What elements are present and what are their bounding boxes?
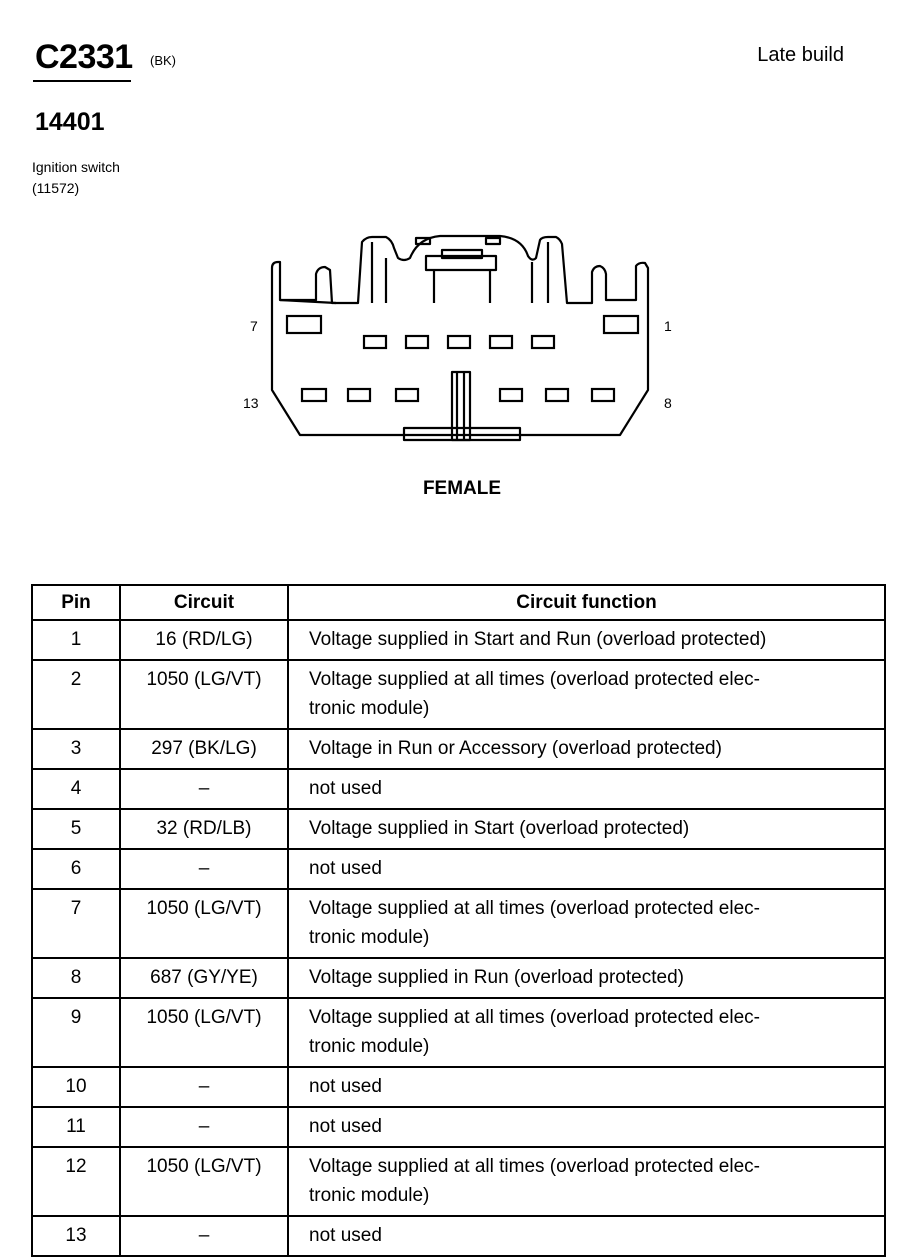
- circuit-code: –: [120, 849, 288, 889]
- pin-label-13: 13: [243, 395, 259, 411]
- cavity-1: [604, 316, 638, 333]
- circuit-code: –: [120, 1107, 288, 1147]
- cavity-12: [348, 389, 370, 401]
- connector-gender: FEMALE: [422, 478, 502, 499]
- table-row: [32, 769, 885, 809]
- circuit-code: –: [120, 769, 288, 809]
- pin-number: 5: [32, 809, 120, 849]
- header-circuit: Circuit: [120, 585, 288, 620]
- circuit-function: [288, 660, 885, 729]
- pin-number: 11: [32, 1107, 120, 1147]
- circuit-function-text-cont: tronic module): [309, 698, 430, 719]
- circuit-function-text: not used: [309, 778, 382, 799]
- circuit-function-text: not used: [309, 1076, 382, 1097]
- pin-label-7: 7: [250, 318, 258, 334]
- circuit-code: 687 (GY/YE): [120, 958, 288, 998]
- circuit-code: 1050 (LG/VT): [120, 1147, 288, 1216]
- part-number: 14401: [35, 108, 105, 136]
- circuit-code: 32 (RD/LB): [120, 809, 288, 849]
- circuit-code: 16 (RD/LG): [120, 620, 288, 660]
- header-circuit-function: Circuit function: [288, 585, 885, 620]
- cavity-11: [396, 389, 418, 401]
- circuit-function-text: Voltage supplied at all times (overload protected elec-: [309, 1156, 760, 1177]
- pin-label-1: 1: [664, 318, 672, 334]
- cavity-4: [448, 336, 470, 348]
- pin-number: 3: [32, 729, 120, 769]
- circuit-function: [288, 958, 885, 998]
- pin-number: 10: [32, 1067, 120, 1107]
- table-row: [32, 889, 885, 958]
- pin-number: 7: [32, 889, 120, 958]
- circuit-code: 1050 (LG/VT): [120, 998, 288, 1067]
- build-note: Late build: [757, 44, 844, 66]
- cavity-2: [532, 336, 554, 348]
- circuit-function: [288, 889, 885, 958]
- table-header-row: [32, 585, 885, 620]
- circuit-function: [288, 998, 885, 1067]
- color-code: (BK): [150, 53, 176, 68]
- table-row: [32, 809, 885, 849]
- circuit-function-text-cont: tronic module): [309, 1185, 430, 1206]
- circuit-function: [288, 849, 885, 889]
- circuit-function-text: not used: [309, 1225, 382, 1246]
- circuit-function: [288, 1107, 885, 1147]
- circuit-function-text: Voltage supplied in Start and Run (overload protected): [309, 629, 767, 650]
- circuit-function: [288, 1067, 885, 1107]
- cavity-9: [546, 389, 568, 401]
- table-row: [32, 998, 885, 1067]
- cavity-10: [500, 389, 522, 401]
- circuit-function: [288, 620, 885, 660]
- table-row: [32, 1147, 885, 1216]
- component-ref: (11572): [32, 180, 80, 196]
- pin-number: 4: [32, 769, 120, 809]
- connector-face-diagram: [230, 228, 690, 453]
- circuit-function-text: Voltage supplied at all times (overload protected elec-: [309, 1007, 760, 1028]
- pin-label-8: 8: [664, 395, 672, 411]
- connector-id: C2331: [35, 38, 133, 76]
- connector-id-underline: [33, 80, 131, 82]
- table-row: [32, 849, 885, 889]
- circuit-function-text: Voltage supplied at all times (overload protected elec-: [309, 898, 760, 919]
- table-row: [32, 1067, 885, 1107]
- circuit-function-text: not used: [309, 1116, 382, 1137]
- circuit-function-text: Voltage supplied in Run (overload protected): [309, 967, 684, 988]
- circuit-function-text: Voltage in Run or Accessory (overload protected): [309, 738, 722, 759]
- table-row: [32, 1107, 885, 1147]
- component-info: [32, 157, 120, 199]
- circuit-code: 297 (BK/LG): [120, 729, 288, 769]
- header-pin: Pin: [32, 585, 120, 620]
- pinout-table: [31, 584, 886, 1257]
- cavity-3: [490, 336, 512, 348]
- circuit-code: 1050 (LG/VT): [120, 889, 288, 958]
- component-name: Ignition switch: [32, 159, 120, 175]
- circuit-code: 1050 (LG/VT): [120, 660, 288, 729]
- circuit-function: [288, 769, 885, 809]
- table-row: [32, 660, 885, 729]
- table-row: [32, 729, 885, 769]
- circuit-function-text: not used: [309, 858, 382, 879]
- circuit-code: –: [120, 1216, 288, 1256]
- cavity-7: [287, 316, 321, 333]
- pin-number: 1: [32, 620, 120, 660]
- circuit-function: [288, 809, 885, 849]
- circuit-function-text-cont: tronic module): [309, 927, 430, 948]
- table-row: [32, 620, 885, 660]
- cavity-13: [302, 389, 326, 401]
- pin-number: 6: [32, 849, 120, 889]
- table-row: [32, 958, 885, 998]
- cavity-6: [364, 336, 386, 348]
- cavity-5: [406, 336, 428, 348]
- pin-number: 9: [32, 998, 120, 1067]
- cavity-8: [592, 389, 614, 401]
- circuit-function-text: Voltage supplied in Start (overload protected): [309, 818, 690, 839]
- circuit-function-text: Voltage supplied at all times (overload protected elec-: [309, 669, 760, 690]
- pin-number: 2: [32, 660, 120, 729]
- pin-number: 12: [32, 1147, 120, 1216]
- circuit-function-text-cont: tronic module): [309, 1036, 430, 1057]
- table-row: [32, 1216, 885, 1256]
- circuit-function: [288, 1147, 885, 1216]
- circuit-function: [288, 1216, 885, 1256]
- pin-number: 8: [32, 958, 120, 998]
- circuit-function: [288, 729, 885, 769]
- pin-number: 13: [32, 1216, 120, 1256]
- circuit-code: –: [120, 1067, 288, 1107]
